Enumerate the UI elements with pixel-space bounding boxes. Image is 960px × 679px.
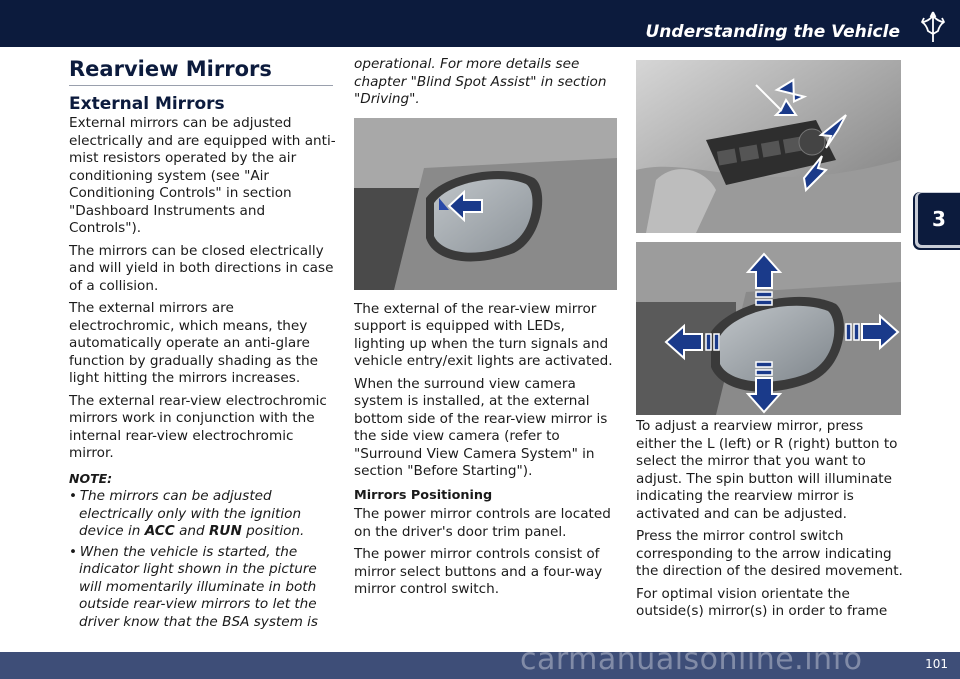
- note-text: position.: [241, 523, 305, 539]
- page-header-bar: [0, 0, 960, 47]
- subsection-title: External Mirrors: [69, 94, 225, 114]
- door-panel-controls-photo: [636, 60, 901, 233]
- column-right: [636, 418, 904, 626]
- paragraph: To adjust a rearview mirror, press either the L (left) or R (right) button to select the mirror that you want to adjust. The spin button will illuminate indicating the rearview mirror is activated and can be adjusted.: [636, 418, 898, 522]
- note-continuation: operational. For more details see chapter "Blind Spot Assist" in section "Driving".: [354, 56, 607, 107]
- note-keyword-acc: ACC: [144, 523, 175, 539]
- paragraph: The power mirror controls are located on the driver's door trim panel.: [354, 506, 611, 540]
- note-text: The mirrors can be adjusted electrically only with the ignition device in: [79, 488, 302, 539]
- watermark: carmanualsonline.info: [520, 642, 863, 677]
- paragraph: For optimal vision orientate the outside(s) mirror(s) in order to frame: [636, 585, 888, 619]
- note-bullet: • The mirrors can be adjusted electrically only with the ignition device in ACC and RUN position.: [69, 488, 305, 539]
- section-title: Understanding the Vehicle: [645, 22, 900, 42]
- paragraph: The external rear-view electrochromic mirrors work in conjunction with the internal rear-view electrochromic mirror.: [69, 392, 327, 461]
- paragraph: External mirrors can be adjusted electrically and are equipped with anti-mist resistors operated by the air conditioning system (see "Air Conditioning Controls" in section "Dashboard Instruments and Controls").: [69, 115, 336, 236]
- mirror-indicator-photo: [354, 118, 617, 290]
- note-label: NOTE:: [69, 470, 113, 486]
- paragraph: The mirrors can be closed electrically and will yield in both directions in case of a collision.: [69, 242, 334, 294]
- note-text: When the vehicle is started, the indicator light shown in the picture will momentarily illuminate in both outside rear-view mirrors to let the driver know that the BSA system is: [79, 543, 319, 630]
- note-bullet: • When the vehicle is started, the indicator light shown in the picture will momentarily illuminate in both outside rear-view mirrors to let the driver know that the BSA system is: [69, 543, 319, 630]
- paragraph: Press the mirror control switch corresponding to the arrow indicating the direction of the desired movement.: [636, 528, 903, 579]
- column-left: [69, 56, 337, 634]
- page-title: Rearview Mirrors: [69, 56, 333, 86]
- paragraph: When the surround view camera system is installed, at the external bottom side of the rear-view mirror is the side view camera (refer to "Surround View Camera System" in section "Before Starting").: [354, 375, 608, 479]
- paragraph: The external mirrors are electrochromic, which means, they automatically operate an anti-glare function by gradually shading as the light hitting the mirrors increases.: [69, 300, 318, 386]
- trident-logo-icon: [918, 10, 948, 44]
- chapter-tab[interactable]: 3: [918, 193, 960, 245]
- mirror-adjust-directions-photo: [636, 242, 901, 415]
- paragraph: The external of the rear-view mirror support is equipped with LEDs, lighting up when the turn signals and vehicle entry/exit lights are activated.: [354, 300, 613, 369]
- paragraph: The power mirror controls consist of mirror select buttons and a four-way mirror control switch.: [354, 546, 603, 597]
- note-keyword-run: RUN: [208, 523, 242, 539]
- page-number: 101: [925, 657, 948, 671]
- note-text: and: [174, 523, 209, 539]
- subheading: Mirrors Positioning: [354, 487, 493, 503]
